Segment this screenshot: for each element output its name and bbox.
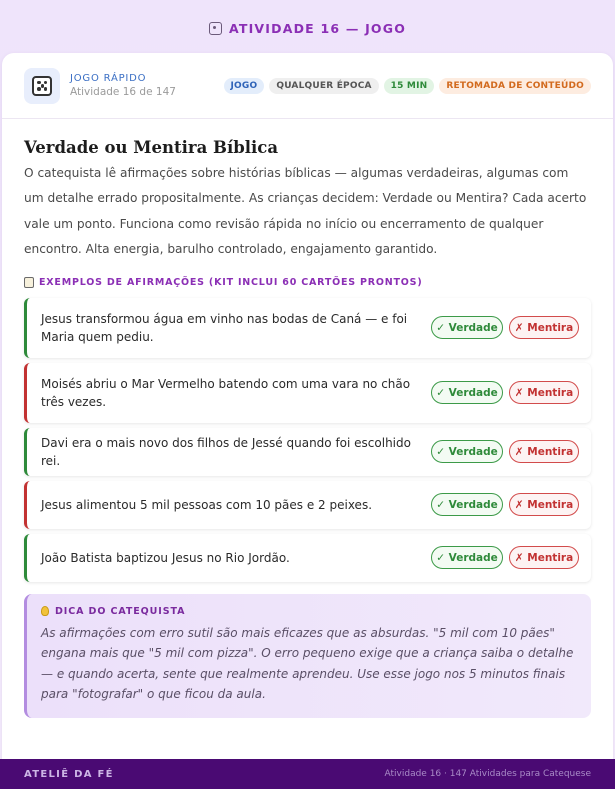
dice-icon bbox=[24, 68, 60, 104]
tag-duration: 15 MIN bbox=[384, 78, 435, 94]
page-title: Verdade ou Mentira Bíblica bbox=[24, 138, 279, 157]
banner-label: ATIVIDADE 16 — JOGO bbox=[228, 20, 407, 36]
examples-title: EXEMPLOS DE AFIRMAÇÕES (KIT INCLUI 60 CARTÕES PRONTOS) bbox=[39, 276, 423, 288]
statement-text: Jesus alimentou 5 mil pessoas com 10 pães e 2 peixes. bbox=[41, 497, 373, 512]
activity-card bbox=[2, 53, 613, 789]
statement-text: Moisés abriu o Mar Vermelho batendo com uma vara no chão três vezes. bbox=[41, 376, 411, 409]
true-button[interactable]: ✓ Verdade bbox=[431, 493, 503, 516]
lightbulb-icon bbox=[41, 606, 49, 616]
statement-text: Jesus transformou água em vinho nas bodas de Caná — e foi Maria quem pediu. bbox=[41, 311, 408, 344]
dice-icon bbox=[209, 22, 222, 35]
tag-list bbox=[224, 78, 592, 94]
footer-brand: ATELIÊ DA FÉ bbox=[24, 768, 114, 780]
false-button[interactable]: ✗ Mentira bbox=[509, 493, 579, 516]
tag-retomada: RETOMADA DE CONTEÚDO bbox=[439, 78, 591, 94]
activity-description: O catequista lê afirmações sobre histórias bíblicas — algumas verdadeiras, algumas com um detalhe errado propositalmente. As crianças decidem: Verdade ou Mentira? Cada acerto vale um ponto. Funciona como revisão rápida no início ou encerramento de qualquer encontro. Alta energia, barulho controlado, engajamento garantido. bbox=[24, 166, 587, 257]
statement-card bbox=[24, 298, 591, 358]
false-button[interactable]: ✗ Mentira bbox=[509, 546, 579, 569]
tip-text: As afirmações com erro sutil são mais eficazes que as absurdas. "5 mil com 10 pães" engana mais que "5 mil com pizza". O erro pequeno exige que a criança saiba o detalhe — e quando acerta, sente que realmente aprendeu. Use esse jogo nos 5 minutos finais para "fotografar" o que ficou da aula. bbox=[41, 625, 574, 702]
examples-list bbox=[24, 298, 591, 582]
false-button[interactable]: ✗ Mentira bbox=[509, 316, 579, 339]
statement-text: João Batista baptizou Jesus no Rio Jordão. bbox=[41, 550, 290, 565]
top-banner bbox=[0, 0, 615, 56]
statement-card bbox=[24, 363, 591, 423]
true-button[interactable]: ✓ Verdade bbox=[431, 440, 503, 463]
statement-text: Davi era o mais novo dos filhos de Jessé quando foi escolhido rei. bbox=[41, 435, 411, 468]
category-kicker: JOGO RÁPIDO bbox=[70, 73, 147, 84]
statement-card bbox=[24, 428, 591, 476]
clipboard-icon bbox=[24, 277, 34, 288]
activity-counter: Atividade 16 de 147 bbox=[70, 86, 176, 98]
tip-heading bbox=[41, 606, 575, 617]
footer-info: Atividade 16 · 147 Atividades para Catequese bbox=[384, 769, 591, 779]
true-button[interactable]: ✓ Verdade bbox=[431, 381, 503, 404]
examples-heading bbox=[24, 277, 591, 288]
true-button[interactable]: ✓ Verdade bbox=[431, 546, 503, 569]
tip-title: DICA DO CATEQUISTA bbox=[55, 605, 186, 617]
true-button[interactable]: ✓ Verdade bbox=[431, 316, 503, 339]
card-header bbox=[2, 53, 613, 119]
footer bbox=[0, 759, 615, 789]
statement-card bbox=[24, 534, 591, 582]
catechist-tip bbox=[24, 594, 591, 718]
tag-epoca: QUALQUER ÉPOCA bbox=[269, 78, 378, 94]
false-button[interactable]: ✗ Mentira bbox=[509, 440, 579, 463]
tag-jogo: JOGO bbox=[224, 78, 265, 94]
statement-card bbox=[24, 481, 591, 529]
false-button[interactable]: ✗ Mentira bbox=[509, 381, 579, 404]
